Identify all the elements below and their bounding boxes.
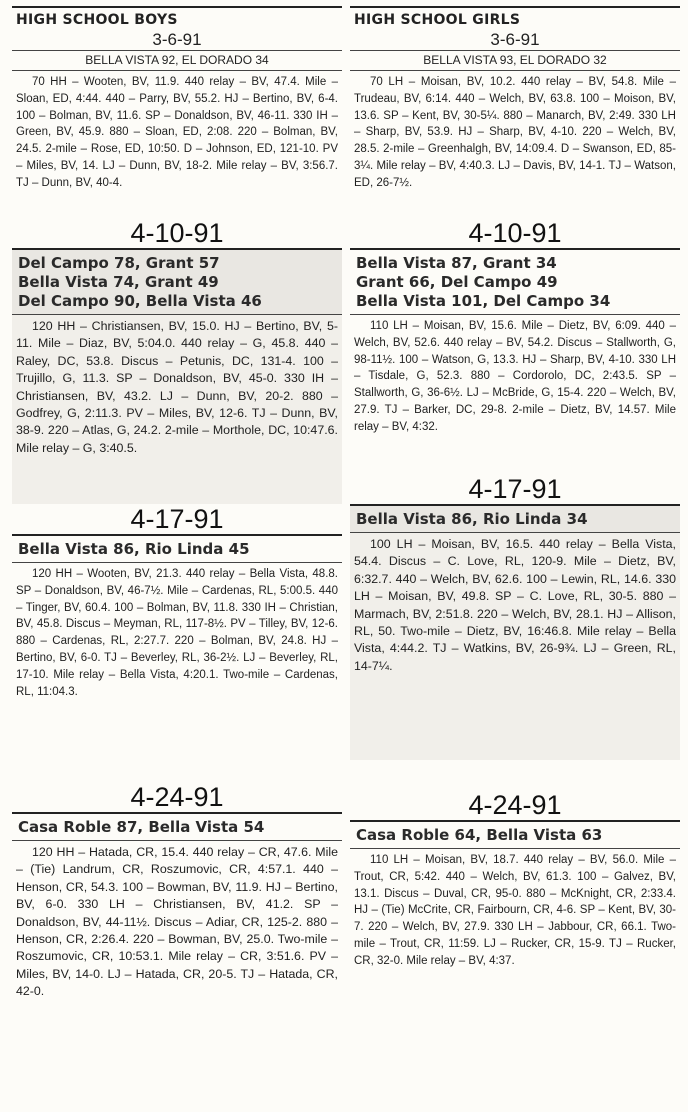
girls-header: HIGH SCHOOL GIRLS: [354, 12, 521, 28]
girls-results-4: 110 LH – Moisan, BV, 18.7. 440 relay – BV, 56.0. Mile – Trout, CR, 5:42. 440 – Welch, BV, 61.3. 100 – Galvez, BV, 13.1. Discus – Duval, CR, 95-0. 880 – McKnight, CR, 2:33.4. HJ – (Tie) McCrite, CR, Fairbourn, CR, 4-6. SP – Kent, BV, 30-7. 220 – Welch, BV, 27.9. 330 LH – Jabbour, CR, 66.1. Two-mile – Trout, CR, 11:59. LJ – Rucker, CR, 15-9. TJ – Rucker, CR, 32-0. Mile relay – BV, 4:37.: [354, 854, 676, 967]
boys-date-4: 4-24-91: [130, 782, 224, 812]
girls-score-4: Casa Roble 64, Bella Vista 63: [356, 826, 603, 844]
boys-results-1: 70 HH – Wooten, BV, 11.9. 440 relay – BV, 47.4. Mile – Sloan, ED, 4:44. 440 – Parry, BV, 55.2. HJ – Bertino, BV, 6-4. 100 – Bolman, BV, 11.6. SP – Donaldson, BV, 46-11. 330 IH – Green, BV, 45.9. 880 – Sloan, ED, 2:08. 220 – Bolman, BV, 24.5. 2-mile – Rose, ED, 10:50. D – Johnson, ED, 121-10. PV – Miles, BV, 14. LJ – Dunn, BV, 18-2. Mile relay – BV, 3:56.7. TJ – Dunn, BV, 40-4.: [16, 76, 338, 189]
boys-score-4: Casa Roble 87, Bella Vista 54: [18, 818, 265, 836]
boys-score-3: Bella Vista 86, Rio Linda 45: [18, 540, 250, 558]
boys-scores-2: [12, 250, 342, 314]
girls-results-2: 110 LH – Moisan, BV, 15.6. Mile – Dietz, BV, 6:09. 440 – Welch, BV, 52.6. 440 relay – BV, 54.2. Discus – Stallworth, G, 98-11½. 100 – Watson, G, 13.3. HJ – Sharp, BV, 4-10. 330 LH – Tisdale, G, 52.3. 880 – Cordorolo, DC, 2:43.5. SP – Stallworth, G, 36-6½. LJ – McBride, G, 15-4. 220 – Welch, BV, 27.9. TJ – Barker, DC, 29-8. 2-mile – Dietz, BV, 14.57. Mile relay – BV, 4:32.: [354, 320, 676, 433]
girls-date-3: 4-17-91: [468, 474, 562, 504]
boys-results-2: 120 HH – Christiansen, BV, 15.0. HJ – Bertino, BV, 5-11. Mile – Diaz, BV, 5:04.0. 440 relay – G, 45.8. 440 – Raley, DC, 53.8. Discus – Petunis, DC, 131-4. 100 – Trujillo, G, 11.3. SP – Donaldson, BV, 45-0. 330 IH – Christiansen, BV, 43.2. LJ – Dunn, BV, 20-2. 880 – Godfrey, G, 2:11.3. PV – Miles, BV, 12-6. TJ – Dunn, BV, 38-9. 220 – Atlas, G, 24.2. 2-mile – Morthole, DC, 10:47.6. Mile relay – G, 3:40.5.: [12, 315, 342, 504]
boys-date-3: 4-17-91: [130, 504, 224, 534]
girls-date-4: 4-24-91: [468, 790, 562, 820]
girls-score-2a: Bella Vista 87, Grant 34: [356, 254, 557, 272]
girls-column: [350, 6, 680, 974]
boys-date-2: 4-10-91: [130, 218, 224, 248]
girls-date-2: 4-10-91: [468, 218, 562, 248]
girls-score-2c: Bella Vista 101, Del Campo 34: [356, 292, 611, 310]
boys-score-1: BELLA VISTA 92, EL DORADO 34: [85, 53, 269, 67]
girls-date-1: 3-6-91: [490, 30, 540, 49]
girls-score-2b: Grant 66, Del Campo 49: [356, 273, 558, 291]
boys-score-2b: Bella Vista 74, Grant 49: [18, 273, 219, 291]
boys-score-2a: Del Campo 78, Grant 57: [18, 254, 220, 272]
girls-results-1: 70 LH – Moisan, BV, 10.2. 440 relay – BV, 54.8. Mile – Trudeau, BV, 6:14. 440 – Welch, BV, 63.8. 100 – Moison, BV, 13.6. SP – Kent, BV, 30-5¼. 880 – Manarch, BV, 2:49. 330 LH – Sharp, BV, 53.9. HJ – Sharp, BV, 4-10. 220 – Welch, BV, 28.5. 2-mile – Greenhalgh, BV, 14:09.4. D – Swanson, ED, 85-3¼. Mile relay – BV, 4:40.3. LJ – Davis, BV, 14-1. TJ – Watson, ED, 26-7½.: [354, 76, 676, 189]
girls-scores-2: [350, 250, 680, 314]
boys-date-1: 3-6-91: [152, 30, 202, 49]
girls-score-3: Bella Vista 86, Rio Linda 34: [350, 506, 680, 532]
boys-column: [12, 6, 342, 1005]
girls-score-1: BELLA VISTA 93, EL DORADO 32: [423, 53, 607, 67]
boys-results-4: 120 HH – Hatada, CR, 15.4. 440 relay – CR, 47.6. Mile – (Tie) Landrum, CR, Roszumovic, CR, 4:57.1. 440 – Henson, CR, 54.3. 100 – Bowman, BV, 11.9. HJ – Bertino, BV, 6-0. 330 LH – Christiansen, BV, 41.2. SP – Donaldson, BV, 44-11½. Discus – Adiar, CR, 125-2. 880 – Henson, CR, 2:26.4. 220 – Bowman, BV, 25.0. Two-mile – Roszumovic, CR, 10:53.1. Mile relay – CR, 3:51.6. PV – Miles, BV, 14-0. LJ – Hatada, CR, 20-5. TJ – Hatada, CR, 42-0.: [16, 845, 338, 999]
boys-score-2c: Del Campo 90, Bella Vista 46: [18, 292, 262, 310]
boys-header: HIGH SCHOOL BOYS: [16, 12, 178, 28]
boys-results-3: 120 HH – Wooten, BV, 21.3. 440 relay – Bella Vista, 48.8. SP – Donaldson, BV, 46-7½. Mile – Cardenas, RL, 5:00.5. 440 – Tinger, BV, 60.4. 100 – Bolman, BV, 11.8. 330 IH – Christian, BV, 45.8. Discus – Meyman, RL, 117-8½. PV – Tilley, BV, 12-6. 880 – Cardenas, RL, 2:27.7. 220 – Bolman, BV, 24.8. HJ – Bertino, BV, 6-0. TJ – Beverley, RL, 36-2½. LJ – Beverley, RL, 17-10. Mile relay – Bella Vista, 4:20.1. Two-mile – Cardenas, RL, 11:04.3.: [16, 568, 338, 698]
girls-results-3: 100 LH – Moisan, BV, 16.5. 440 relay – Bella Vista, 54.4. Discus – C. Love, RL, 120-9. Mile – Dietz, BV, 6:32.7. 440 – Welch, BV, 62.6. 100 – Lewin, RL, 14.6. 330 LH – Moisan, BV, 49.8. SP – C. Love, RL, 30-5. 880 – Marmach, BV, 2:51.8. 220 – Welch, BV, 28.1. HJ – Allison, RL, 50. Two-mile – Dietz, BV, 16:46.8. Mile relay – Bella Vista, 4:44.2. TJ – Watkins, BV, 26-9¾. LJ – Green, RL, 14-7¼.: [350, 533, 680, 760]
